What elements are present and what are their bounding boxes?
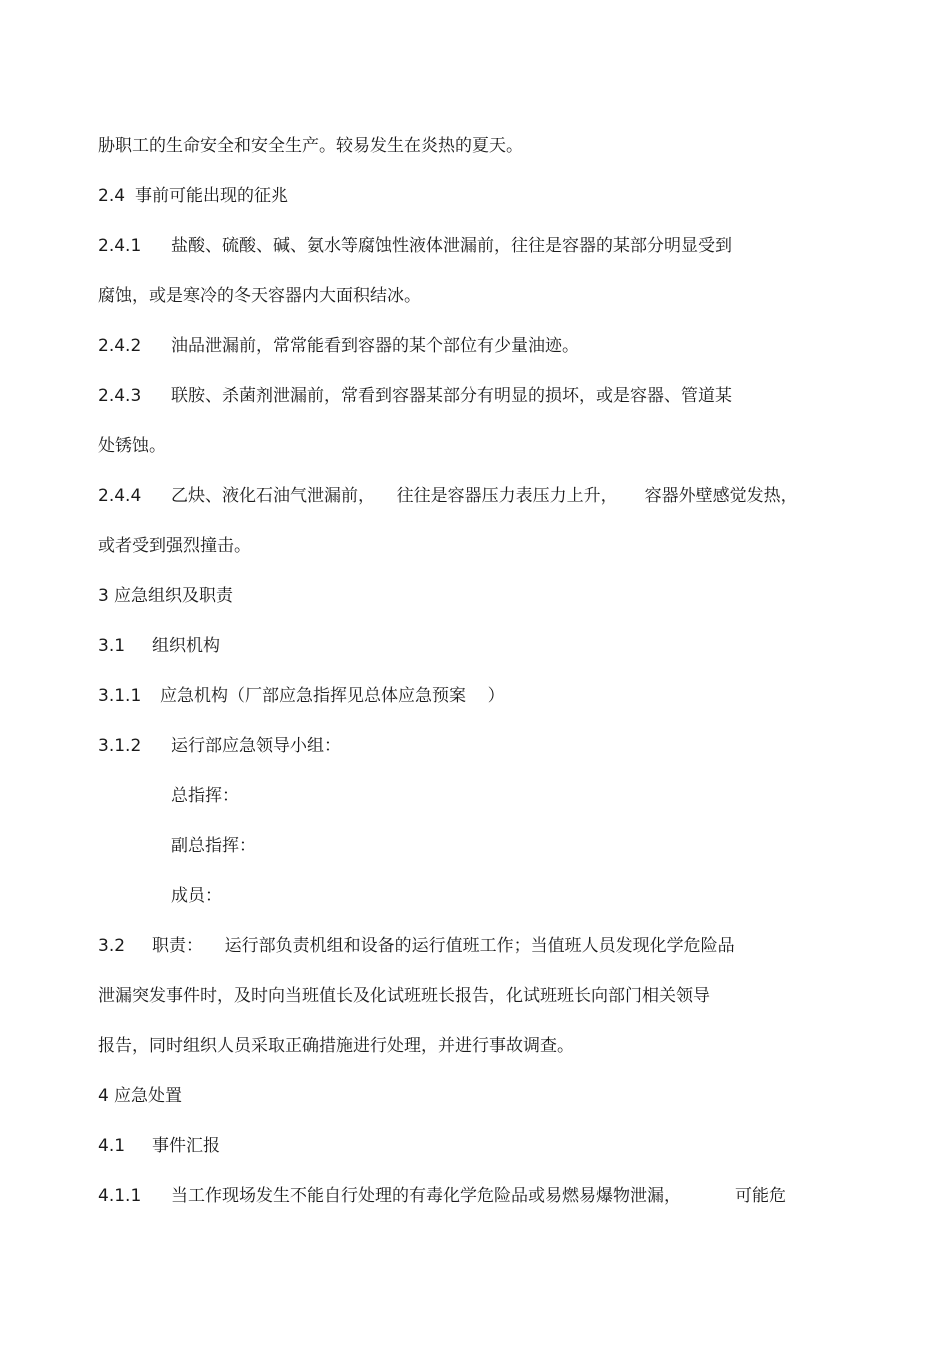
paragraph-line: 泄漏突发事件时，及时向当班值长及化试班班长报告，化试班班长向部门相关领导 (98, 986, 710, 1006)
paragraph-line: 处锈蚀。 (98, 436, 166, 456)
section-heading-2-4: 2.4 事前可能出现的征兆 (98, 186, 288, 206)
section-heading-4: 4 应急处置 (98, 1086, 182, 1106)
section-heading-4-1: 4.1 事件汇报 (98, 1136, 220, 1156)
paragraph-line: 腐蚀，或是寒冷的冬天容器内大面积结冰。 (98, 286, 421, 306)
clause-2-4-1: 2.4.1 盐酸、硫酸、碱、氨水等腐蚀性液体泄漏前，往往是容器的某部分明显受到 (98, 236, 732, 256)
clause-4-1-1: 4.1.1 当工作现场发生不能自行处理的有毒化学危险品或易燃易爆物泄漏， 可能危 (98, 1186, 787, 1206)
section-heading-3-2: 3.2 职责： 运行部负责机组和设备的运行值班工作；当值班人员发现化学危险品 (98, 936, 735, 956)
paragraph-line: 胁职工的生命安全和安全生产。较易发生在炎热的夏天。 (98, 136, 523, 156)
clause-3-1-2: 3.1.2 运行部应急领导小组： (98, 736, 341, 756)
section-heading-3: 3 应急组织及职责 (98, 586, 233, 606)
role-deputy-commander: 副总指挥： (171, 836, 256, 856)
paragraph-line: 报告，同时组织人员采取正确措施进行处理，并进行事故调查。 (98, 1036, 574, 1056)
clause-3-1-1: 3.1.1 应急机构（厂部应急指挥见总体应急预案 ） (98, 686, 505, 706)
clause-2-4-2: 2.4.2 油品泄漏前，常常能看到容器的某个部位有少量油迹。 (98, 336, 579, 356)
role-commander: 总指挥： (171, 786, 239, 806)
clause-2-4-4: 2.4.4 乙炔、液化石油气泄漏前， 往往是容器压力表压力上升， 容器外壁感觉发热， (98, 486, 798, 506)
clause-2-4-3: 2.4.3 联胺、杀菌剂泄漏前，常看到容器某部分有明显的损坏，或是容器、管道某 (98, 386, 732, 406)
section-heading-3-1: 3.1 组织机构 (98, 636, 220, 656)
paragraph-line: 或者受到强烈撞击。 (98, 536, 251, 556)
role-members: 成员： (171, 886, 222, 906)
